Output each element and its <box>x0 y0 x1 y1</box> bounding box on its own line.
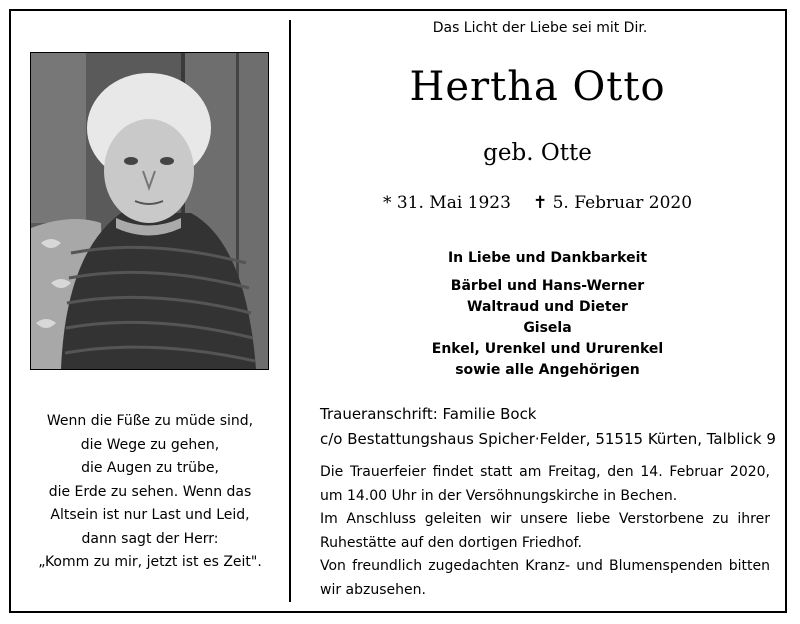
address-line: Traueranschrift: Familie Bock <box>320 405 537 423</box>
motto: Das Licht der Liebe sei mit Dir. <box>432 20 648 36</box>
mourner-line: Bärbel und Hans-Werner <box>450 278 645 294</box>
mourner-line: Gisela <box>523 320 572 336</box>
birth-date: * 31. Mai 1923 <box>382 193 511 213</box>
poem-line: „Komm zu mir, jetzt ist es Zeit". <box>38 554 262 570</box>
mourners <box>300 248 795 381</box>
poem-line: Altsein ist nur Last und Leid, <box>50 507 250 523</box>
poem-line: die Erde zu sehen. Wenn das <box>48 483 252 500</box>
info-paragraph: Im Anschluss geleiten wir unsere liebe Verstorbene zu ihrer Ruhestätte auf den dortigen Friedhof. <box>320 511 770 551</box>
birth-name: geb. Otte <box>483 140 592 166</box>
poem <box>30 410 270 575</box>
poem-line: Wenn die Füße zu müde sind, <box>46 413 254 429</box>
funeral-info <box>320 461 770 602</box>
poem-line: dann sagt der Herr: <box>81 530 219 547</box>
poem-line: die Wege zu gehen, <box>80 436 220 453</box>
address-line: c/o Bestattungshaus Spicher·Felder, 51515 Kürten, Talblick 9 <box>320 430 776 448</box>
poem-line: die Augen zu trübe, <box>81 460 219 476</box>
info-paragraph: Die Trauerfeier findet statt am Freitag, den 14. Februar 2020, um 14.00 Uhr in der Versöhnungskirche in Bechen. <box>320 464 770 504</box>
mourner-line: Waltraud und Dieter <box>467 299 628 315</box>
column-divider <box>289 20 291 602</box>
deceased-name: Hertha Otto <box>409 64 666 110</box>
mourner-line: Enkel, Urenkel und Ururenkel <box>431 341 664 357</box>
mourner-line: sowie alle Angehörigen <box>455 362 640 378</box>
mourners-intro: In Liebe und Dankbarkeit <box>447 250 648 266</box>
portrait-photo <box>30 52 269 370</box>
life-dates <box>300 193 775 213</box>
mourning-address <box>320 402 785 452</box>
info-paragraph: Von freundlich zugedachten Kranz- und Blumenspenden bitten wir abzusehen. <box>320 558 770 598</box>
portrait-photo-icon <box>31 53 268 369</box>
death-date: 5. Februar 2020 <box>552 193 693 213</box>
cross-icon: ✝ <box>532 193 548 213</box>
